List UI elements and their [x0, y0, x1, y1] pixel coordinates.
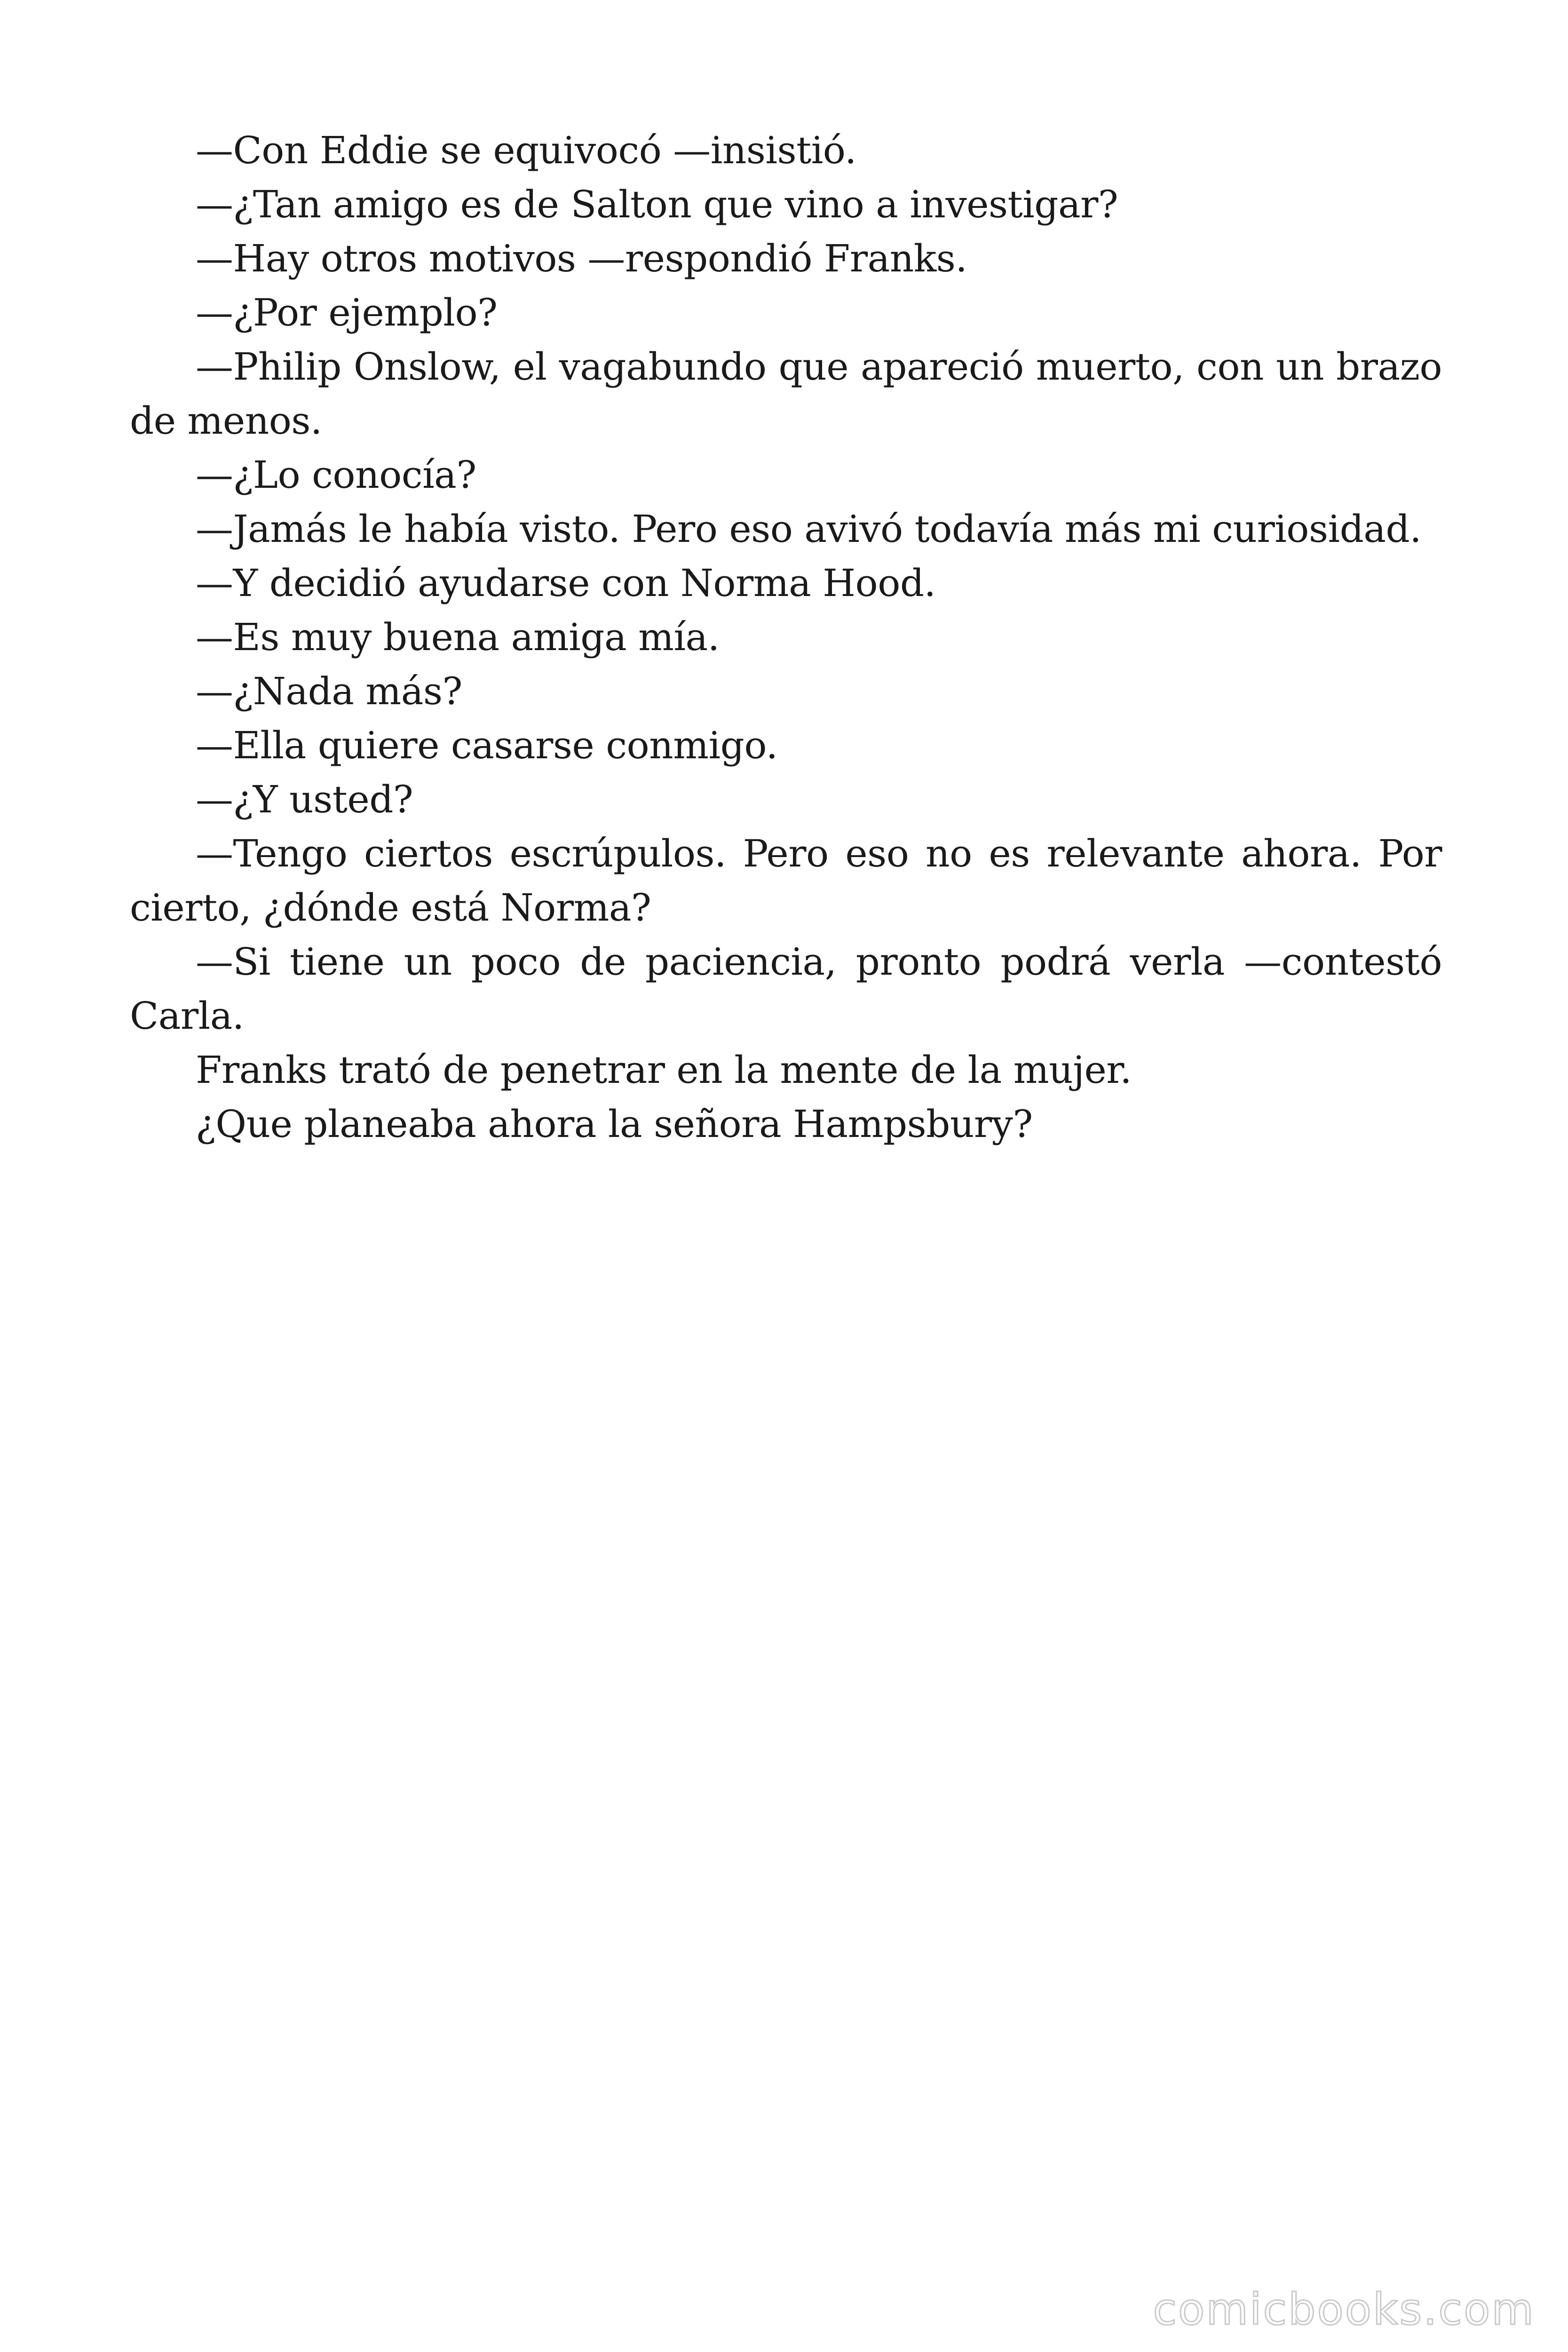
paragraph: —Ella quiere casarse conmigo.: [196, 723, 778, 767]
body-text: [130, 123, 1442, 1151]
paragraph: —Y decidió ayudarse con Norma Hood.: [196, 561, 936, 605]
paragraph: ¿Que planeaba ahora la señora Hampsbury?: [196, 1102, 1033, 1146]
paragraph: —¿Lo conocía?: [196, 453, 476, 497]
site-watermark: comicbooks.com: [1153, 2284, 1535, 2335]
paragraph: —¿Tan amigo es de Salton que vino a investigar?: [196, 183, 1118, 226]
paragraph: —Philip Onslow, el vagabundo que apareció muerto, con un brazo de menos.: [130, 345, 1442, 443]
paragraph: —Hay otros motivos —respondió Franks.: [196, 237, 967, 280]
paragraph: —Tengo ciertos escrúpulos. Pero eso no es relevante ahora. Por cierto, ¿dónde está Norma?: [130, 832, 1442, 930]
paragraph: —Con Eddie se equivocó —insistió.: [196, 128, 856, 172]
paragraph: Franks trató de penetrar en la mente de la mujer.: [196, 1048, 1132, 1092]
paragraph: —¿Por ejemplo?: [196, 291, 498, 334]
paragraph: —¿Nada más?: [196, 669, 462, 713]
paragraph: —Es muy buena amiga mía.: [196, 615, 720, 659]
paragraph: —Jamás le había visto. Pero eso avivó todavía más mi curiosidad.: [196, 507, 1422, 551]
paragraph: —Si tiene un poco de paciencia, pronto podrá verla —contestó Carla.: [130, 940, 1442, 1038]
paragraph: —¿Y usted?: [196, 778, 413, 821]
